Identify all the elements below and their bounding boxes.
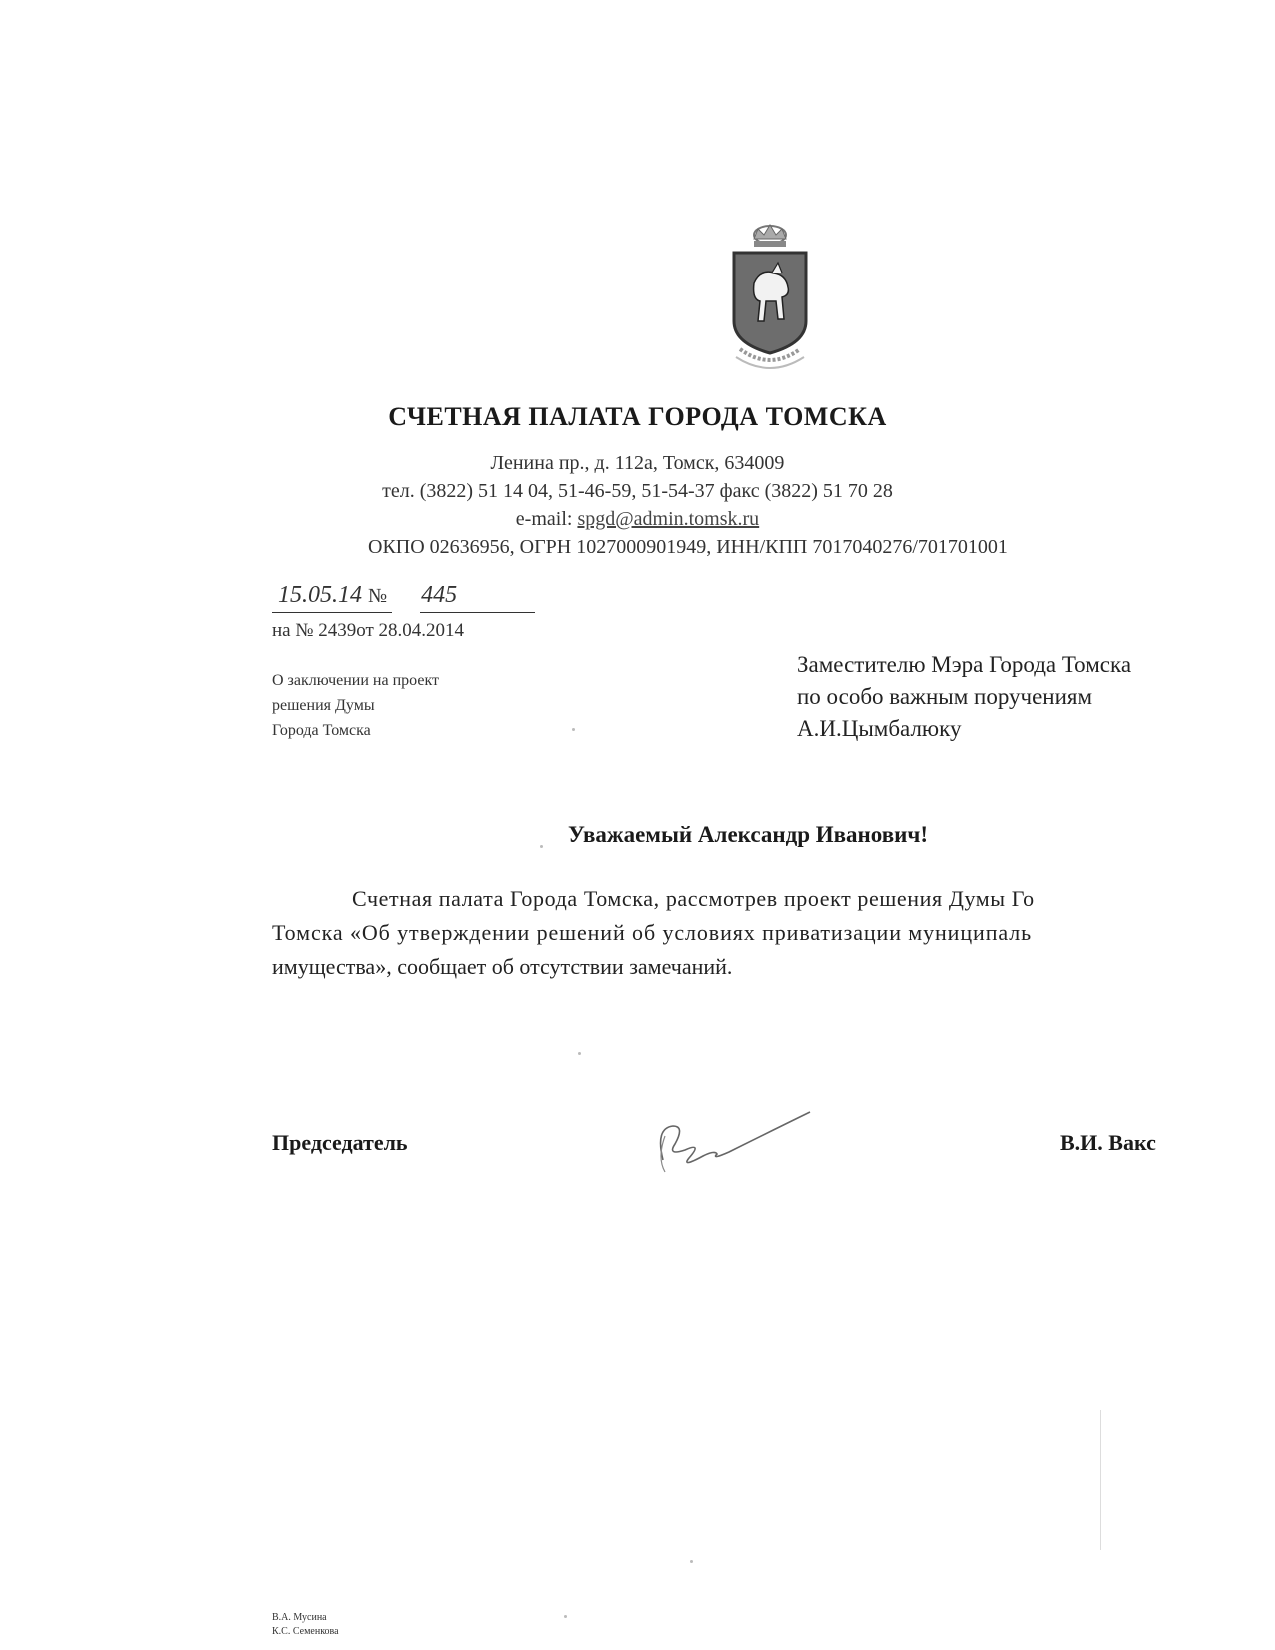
scan-speck bbox=[564, 1615, 567, 1618]
addressee-line-1: Заместителю Мэра Города Томска bbox=[797, 652, 1132, 677]
organization-title: СЧЕТНАЯ ПАЛАТА ГОРОДА ТОМСКА bbox=[388, 402, 887, 431]
organization-phones: тел. (3822) 51 14 04, 51-46-59, 51-54-37 факс (3822) 51 70 28 bbox=[382, 480, 893, 502]
scan-speck bbox=[572, 728, 575, 731]
email-link[interactable]: spgd@admin.tomsk.ru bbox=[577, 508, 760, 530]
executor-2: К.С. Семенкова bbox=[272, 1626, 339, 1637]
executor-1: В.А. Мусина bbox=[272, 1612, 327, 1623]
scan-streak bbox=[1100, 1410, 1101, 1550]
signatory-name: В.И. Вакс bbox=[1060, 1130, 1156, 1155]
number-underline bbox=[420, 612, 535, 613]
handwritten-signature-icon bbox=[645, 1098, 835, 1178]
addressee-line-2: по особо важным поручениям bbox=[797, 684, 1093, 709]
addressee-line-3: А.И.Цымбалюку bbox=[797, 716, 962, 741]
scan-speck bbox=[578, 1052, 581, 1055]
scan-speck bbox=[690, 1560, 693, 1563]
city-coat-of-arms-icon bbox=[728, 221, 812, 379]
body-line-1: Счетная палата Города Томска, рассмотрев проект решения Думы Го bbox=[352, 886, 1035, 911]
subject-line-3: Города Томска bbox=[272, 722, 371, 739]
signatory-position: Председатель bbox=[272, 1130, 408, 1155]
outgoing-number-value: 445 bbox=[421, 582, 458, 608]
organization-email bbox=[0, 508, 1275, 531]
outgoing-number bbox=[278, 582, 457, 609]
outgoing-date: 15.05.14 bbox=[278, 582, 362, 608]
number-sign: № bbox=[368, 585, 388, 607]
email-label: e-mail: bbox=[515, 508, 578, 530]
body-line-3: имущества», сообщает об отсутствии замечаний. bbox=[272, 954, 733, 979]
body-line-2: Томска «Об утверждении решений об условиях приватизации муниципаль bbox=[272, 920, 1033, 945]
date-underline bbox=[272, 612, 392, 613]
scan-speck bbox=[540, 845, 543, 848]
subject-line-1: О заключении на проект bbox=[272, 672, 439, 689]
organization-registration: ОКПО 02636956, ОГРН 1027000901949, ИНН/КПП 7017040276/701701001 bbox=[368, 536, 1008, 558]
incoming-reference: на № 2439от 28.04.2014 bbox=[272, 620, 465, 641]
organization-address: Ленина пр., д. 112а, Томск, 634009 bbox=[490, 452, 785, 474]
greeting: Уважаемый Александр Иванович! bbox=[568, 822, 929, 847]
subject-line-2: решения Думы bbox=[272, 697, 375, 714]
